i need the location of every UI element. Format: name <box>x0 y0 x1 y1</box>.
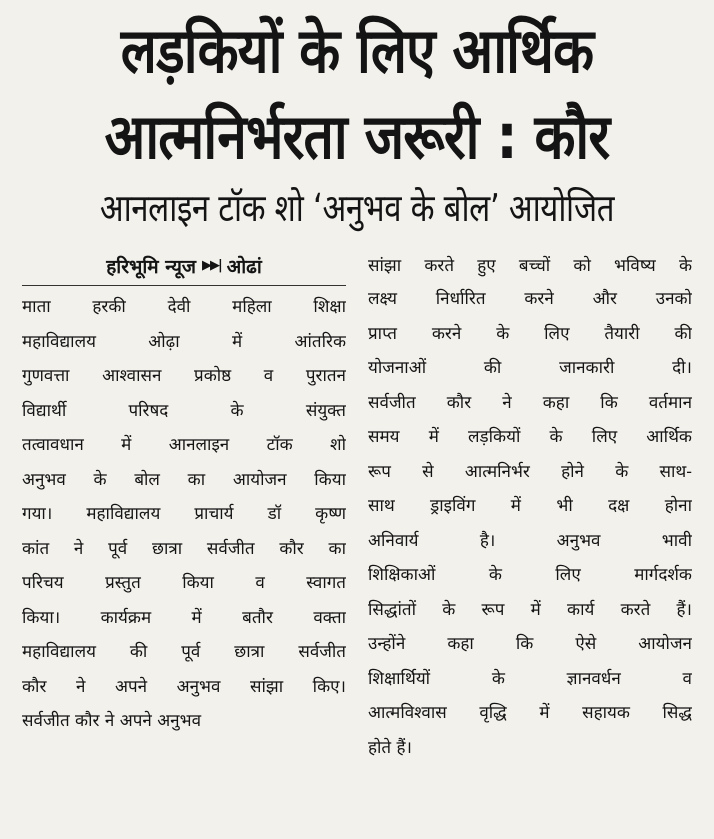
body-text-line: सिद्धांतों के रूप में कार्य करते हैं। <box>368 599 692 620</box>
body-text-line: प्राप्त करने के लिए तैयारी की <box>368 323 692 344</box>
body-text-line: किया। कार्यक्रम में बतौर वक्ता <box>22 607 346 628</box>
body-text-line: सर्वजीत कौर ने कहा कि वर्तमान <box>368 392 692 413</box>
body-text-line: कांत ने पूर्व छात्रा सर्वजीत कौर का <box>22 538 346 559</box>
body-text-line: विद्यार्थी परिषद के संयुक्त <box>22 400 346 421</box>
body-text-line: परिचय प्रस्तुत किया व स्वागत <box>22 573 346 593</box>
body-text-line: शिक्षार्थियों के ज्ञानवर्धन व <box>368 668 692 689</box>
fast-forward-icon: ▶▶| <box>201 258 221 273</box>
body-text-line: महाविद्यालय की पूर्व छात्रा सर्वजीत <box>22 642 346 662</box>
body-text-line: गुणवत्ता आश्वासन प्रकोष्ठ व पुरातन <box>22 366 346 386</box>
headline-line-1: लड़कियों के लिए आर्थिक <box>120 14 594 87</box>
body-text-line: योजनाओं की जानकारी दी। <box>368 358 692 378</box>
body-text-line: आत्मविश्वास वृद्धि में सहायक सिद्ध <box>368 703 692 723</box>
subheadline: आनलाइन टॉक शो ‘अनुभव के बोल’ आयोजित <box>99 186 615 230</box>
body-text-line: शिक्षिकाओं के लिए मार्गदर्शक <box>368 565 692 585</box>
body-text-line: महाविद्यालय ओढ़ा में आंतरिक <box>22 331 346 352</box>
body-text-line: अनुभव के बोल का आयोजन किया <box>22 469 346 490</box>
body-text-line: कौर ने अपने अनुभव सांझा किए। <box>22 676 346 697</box>
column-left <box>22 246 346 765</box>
body-text-line: उन्होंने कहा कि ऐसे आयोजन <box>368 634 692 654</box>
body-text-line: अनिवार्य है। अनुभव भावी <box>368 530 692 551</box>
body-text-line: समय में लड़कियों के लिए आर्थिक <box>368 427 692 447</box>
byline <box>22 246 346 286</box>
body-text-line: सांझा करते हुए बच्चों को भविष्य के <box>368 256 692 276</box>
body-text-line: माता हरकी देवी महिला शिक्षा <box>22 297 346 317</box>
byline-place: ओढां <box>226 255 262 278</box>
column-right <box>368 246 692 765</box>
headline-line-2: आत्मनिर्भरता जरूरी : कौर <box>104 100 610 173</box>
body-text-line: होते हैं। <box>368 737 412 758</box>
body-text-line: रूप से आत्मनिर्भर होने के साथ- <box>368 461 692 482</box>
article-body <box>22 246 692 765</box>
body-text-line: सर्वजीत कौर ने अपने अनुभव <box>22 711 202 731</box>
body-text-line: तत्वावधान में आनलाइन टॉक शो <box>22 435 346 455</box>
body-text-line: लक्ष्य निर्धारित करने और उनको <box>368 289 692 309</box>
byline-source: हरिभूमि न्यूज <box>106 255 196 278</box>
body-text-line: गया। महाविद्यालय प्राचार्य डॉ कृष्ण <box>22 504 346 524</box>
body-text-line: साथ ड्राइविंग में भी दक्ष होना <box>368 496 692 516</box>
